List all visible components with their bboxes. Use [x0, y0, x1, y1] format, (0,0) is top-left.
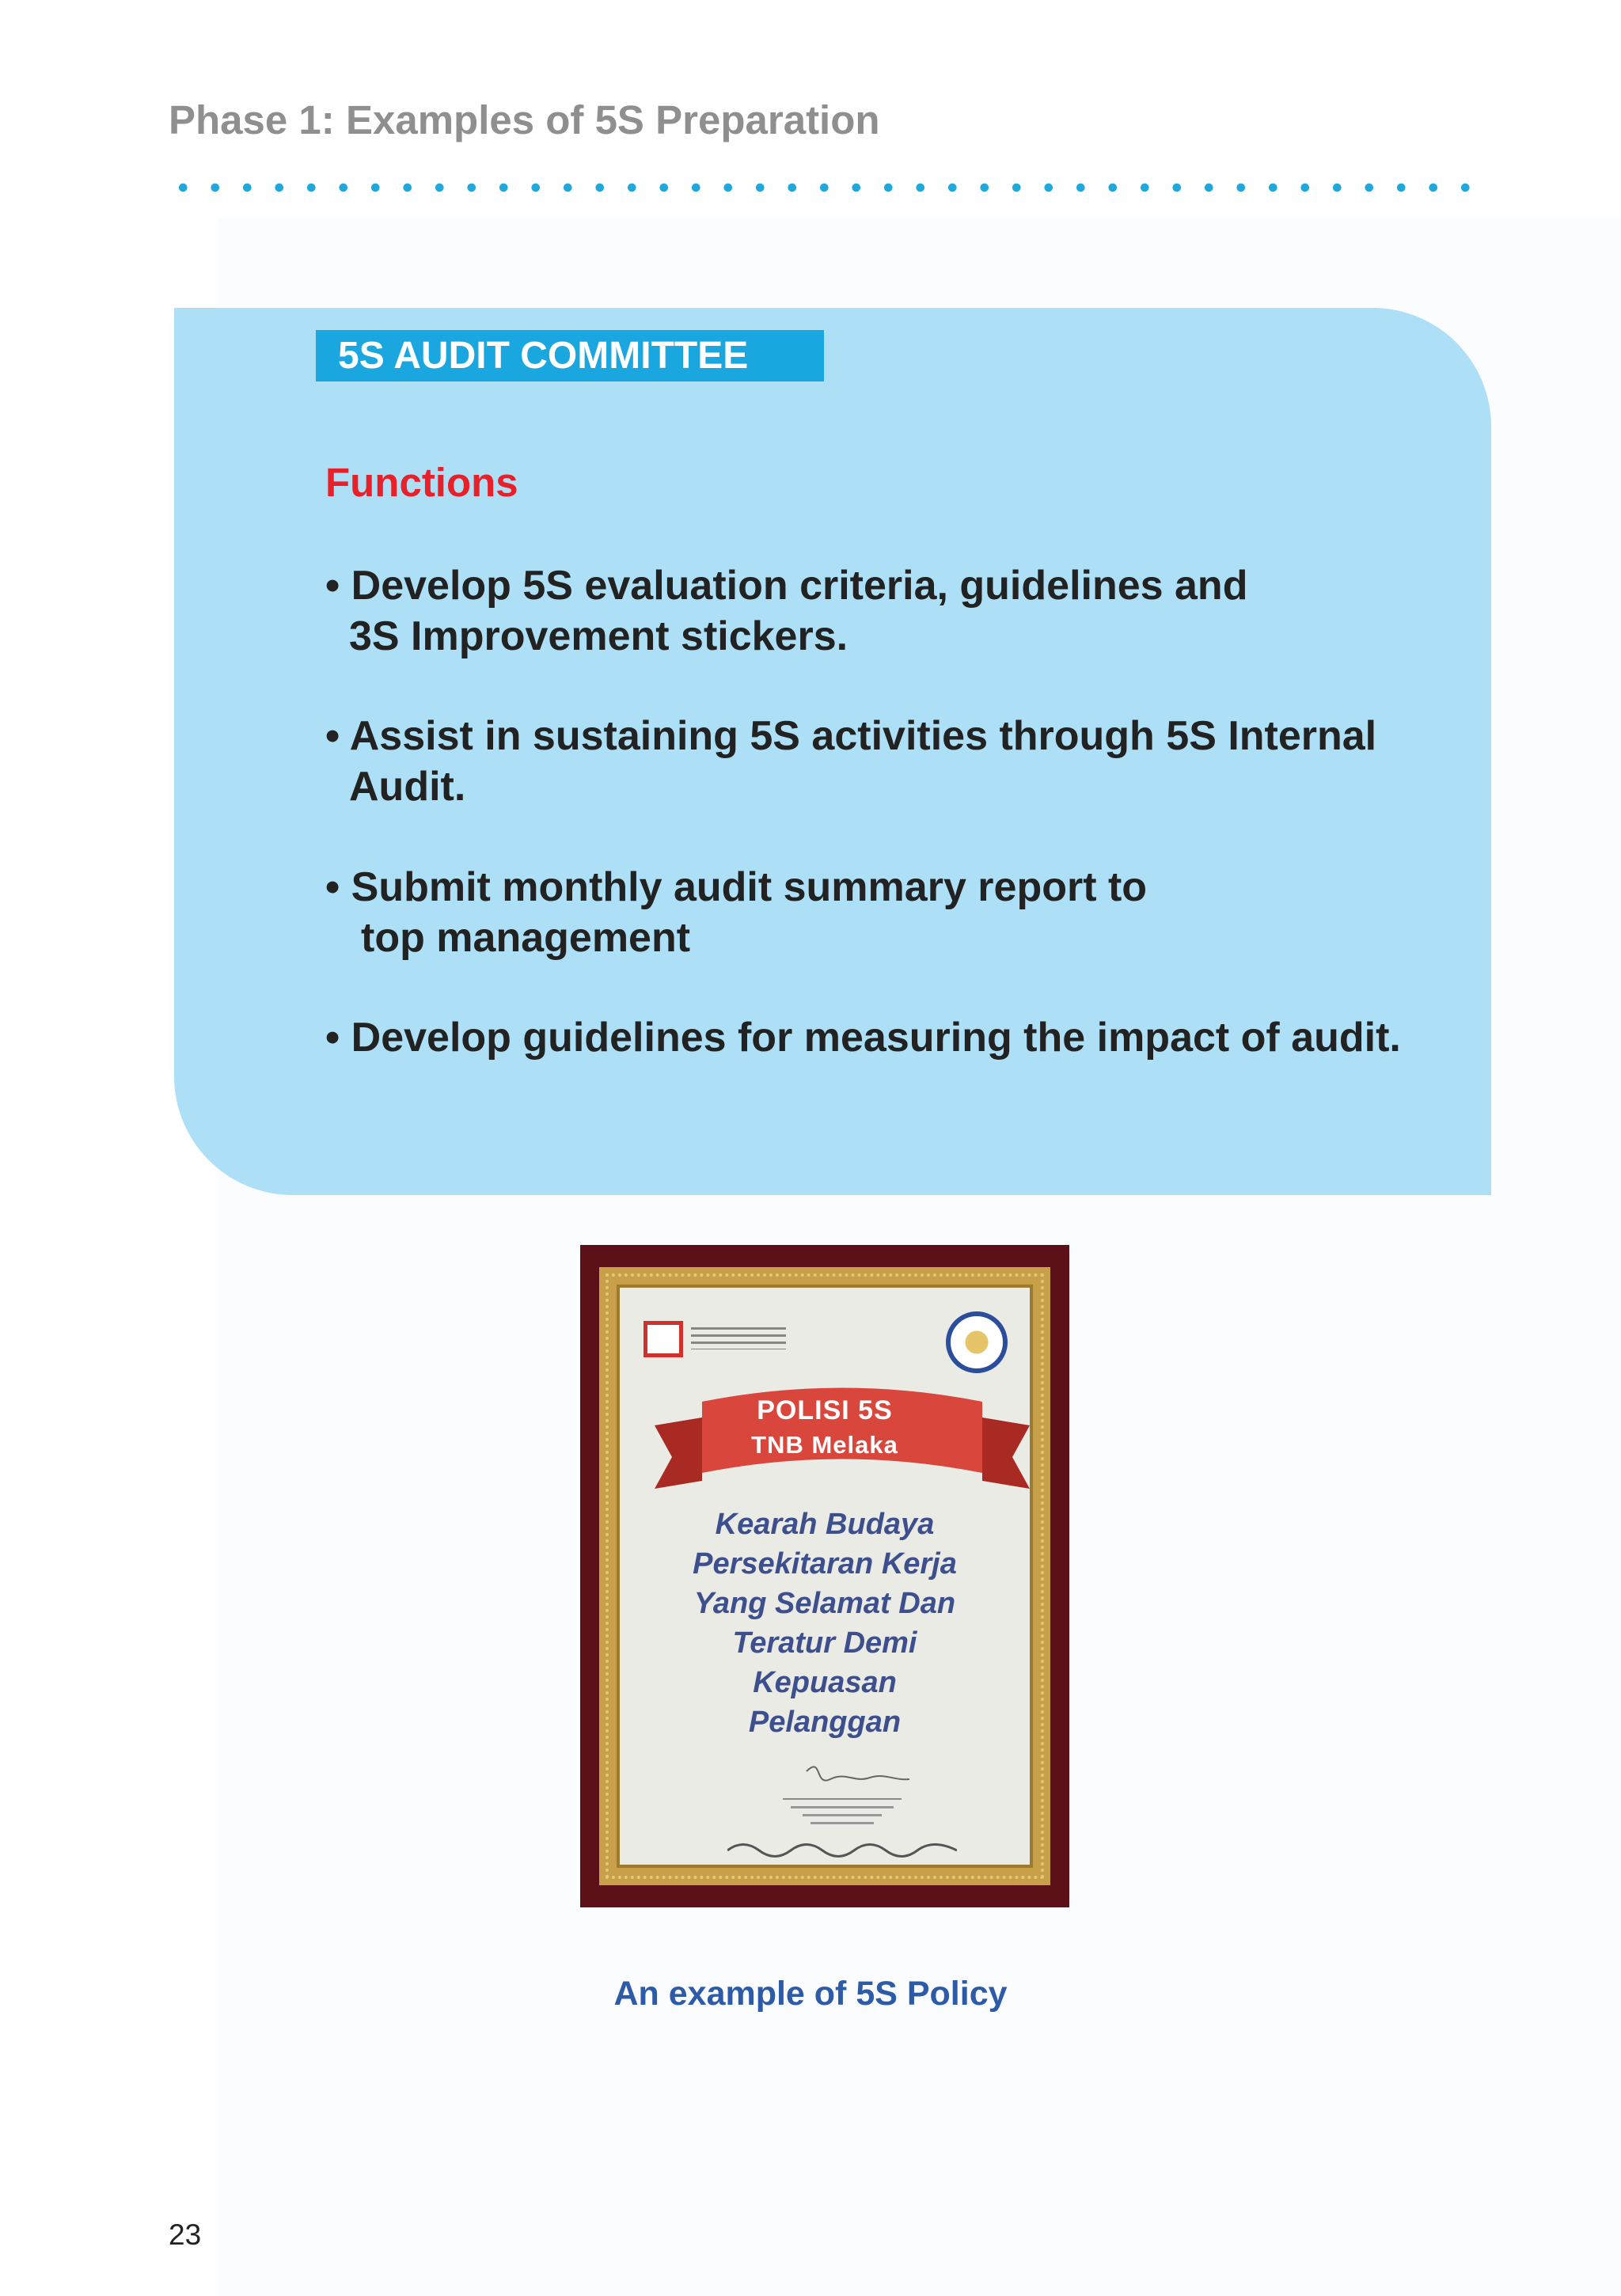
panel-title-tag: 5S AUDIT COMMITTEE	[316, 330, 824, 381]
slogan-line: Kepuasan	[753, 1666, 897, 1699]
policy-photo	[580, 1245, 1069, 1907]
function-item-line: • Assist in sustaining 5S activities through 5S Internal	[325, 713, 1377, 759]
signature-block	[727, 1755, 957, 1874]
ribbon-text: TNB Melaka	[751, 1431, 898, 1459]
function-item	[325, 1012, 1401, 1063]
slogan-line: Pelanggan	[748, 1706, 902, 1739]
function-item-line: • Develop 5S evaluation criteria, guidelines and	[325, 563, 1248, 609]
function-item	[325, 560, 1247, 662]
functions-heading: Functions	[325, 460, 518, 505]
logo-caption-lines	[691, 1327, 786, 1349]
function-item	[325, 862, 1147, 963]
function-item	[325, 711, 1376, 812]
function-item-line: top management	[361, 915, 691, 961]
dotted-divider	[167, 181, 1481, 194]
function-item-line: Audit.	[349, 764, 466, 810]
seal-icon	[946, 1311, 1008, 1373]
policy-poster	[617, 1285, 1033, 1868]
function-item-line: • Develop guidelines for measuring the impact of audit.	[325, 1015, 1401, 1061]
ribbon-text: POLISI 5S	[757, 1395, 893, 1425]
function-item-line: • Submit monthly audit summary report to	[325, 864, 1148, 910]
slogan-line: Kearah Budaya	[715, 1508, 935, 1541]
slogan-line: Teratur Demi	[732, 1626, 917, 1660]
slogan-line: Persekitaran Kerja	[693, 1547, 957, 1581]
slogan-line: Yang Selamat Dan	[693, 1587, 956, 1620]
gold-picture-frame	[599, 1267, 1050, 1885]
image-caption: An example of 5S Policy	[613, 1975, 1008, 2013]
company-logo-icon	[643, 1321, 683, 1357]
page-header-title: Phase 1: Examples of 5S Preparation	[169, 97, 880, 142]
page-number: 23	[169, 2218, 202, 2251]
function-item-line: 3S Improvement stickers.	[349, 613, 848, 659]
